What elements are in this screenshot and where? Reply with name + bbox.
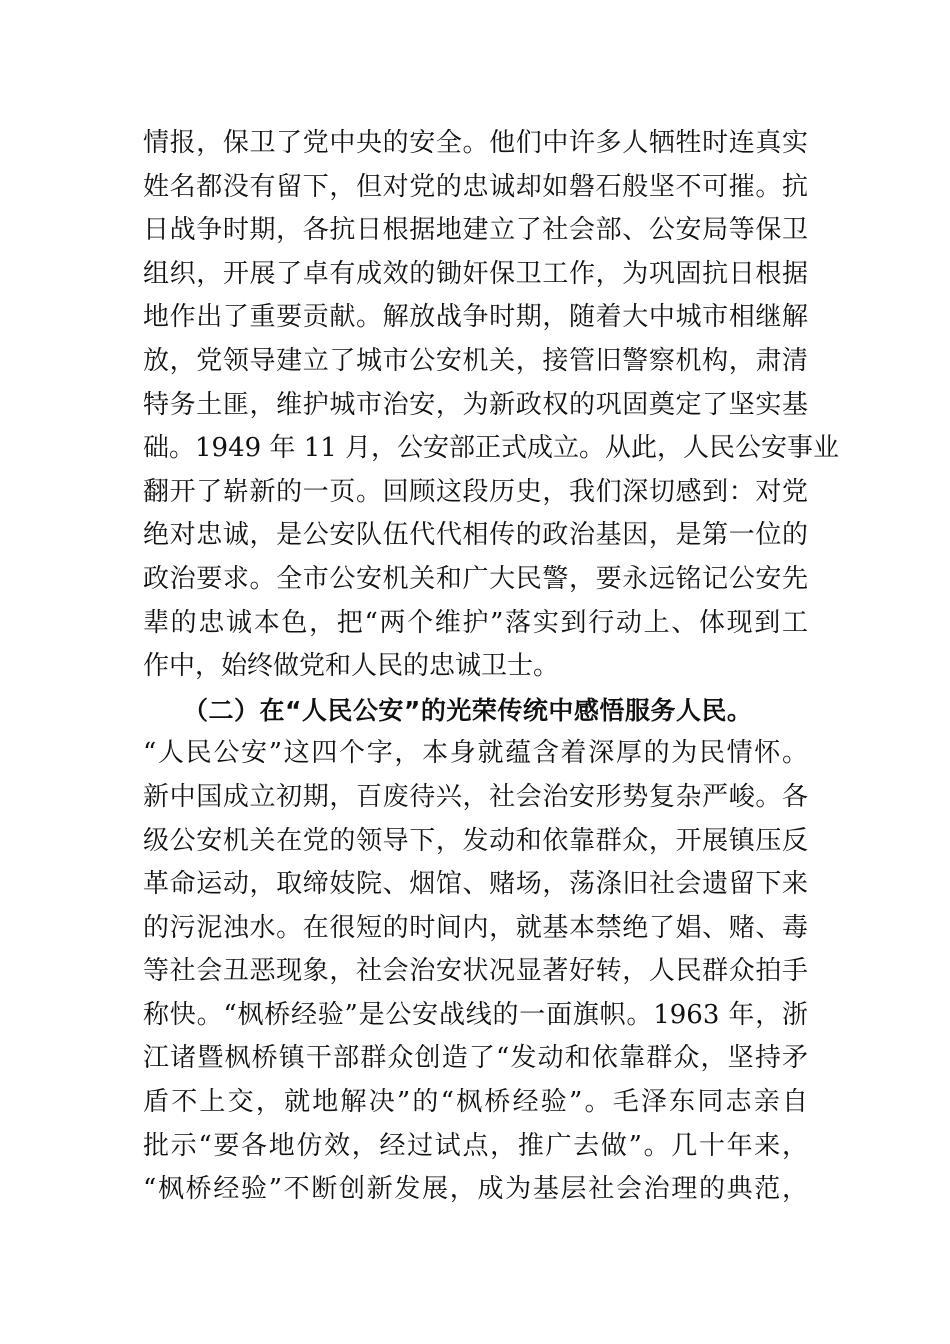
text-line: 特务土匪，维护城市治安，为新政权的巩固奠定了坚实基: [143, 389, 808, 420]
text-line: 组织，开展了卓有成效的锄奸保卫工作，为巩固抗日根据: [143, 258, 808, 289]
text-line: 新中国成立初期，百废待兴，社会治安形势复杂严峻。各: [143, 781, 808, 812]
text-line: 政治要求。全市公安机关和广大民警，要永远铭记公安先: [143, 563, 808, 594]
text-line: 盾不上交，就地解决”的“枫桥经验”。毛泽东同志亲自: [143, 1087, 808, 1118]
text-line: 绝对忠诚，是公安队伍代代相传的政治基因，是第一位的: [143, 520, 808, 551]
text-line: 批示“要各地仿效，经过试点，推广去做”。几十年来，: [143, 1130, 808, 1161]
text-line: 放，党领导建立了城市公安机关，接管旧警察机构，肃清: [143, 345, 808, 376]
text-line: 级公安机关在党的领导下，发动和依靠群众，开展镇压反: [143, 825, 808, 856]
text-line: 的污泥浊水。在很短的时间内，就基本禁绝了娼、赌、毒: [143, 912, 808, 943]
document-body: [143, 122, 840, 1212]
text-line: “枫桥经验”不断创新发展，成为基层社会治理的典范，: [143, 1174, 808, 1205]
text-line: 等社会丑恶现象，社会治安状况显著好转，人民群众拍手: [143, 956, 808, 987]
text-line: 姓名都没有留下，但对党的忠诚却如磐石般坚不可摧。抗: [143, 171, 808, 202]
text-line: 作中，始终做党和人民的忠诚卫士。: [143, 651, 560, 682]
paragraph-loyalty-history: [143, 122, 840, 689]
text-line: 辈的忠诚本色，把“两个维护”落实到行动上、体现到工: [143, 607, 808, 638]
text-line: 地作出了重要贡献。解放战争时期，随着大中城市相继解: [143, 302, 808, 333]
text-line: 称快。“枫桥经验”是公安战线的一面旗帜。1963 年，浙: [143, 999, 808, 1030]
paragraph-people-service: [143, 732, 808, 1212]
text-line: “人民公安”这四个字，本身就蕴含着深厚的为民情怀。: [143, 738, 808, 769]
text-line: 情报，保卫了党中央的安全。他们中许多人牺牲时连真实: [143, 128, 808, 158]
text-line: 革命运动，取缔妓院、烟馆、赌场，荡涤旧社会遗留下来: [143, 869, 808, 900]
section-heading: （二）在“人民公安”的光荣传统中感悟服务人民。: [183, 695, 753, 725]
text-line: 日战争时期，各抗日根据地建立了社会部、公安局等保卫: [143, 215, 808, 246]
text-line: 础。1949 年 11 月，公安部正式成立。从此，人民公安事业: [143, 433, 840, 464]
text-line: 翻开了崭新的一页。回顾这段历史，我们深切感到：对党: [143, 476, 808, 507]
text-line: 江诸暨枫桥镇干部群众创造了“发动和依靠群众，坚持矛: [143, 1043, 808, 1074]
